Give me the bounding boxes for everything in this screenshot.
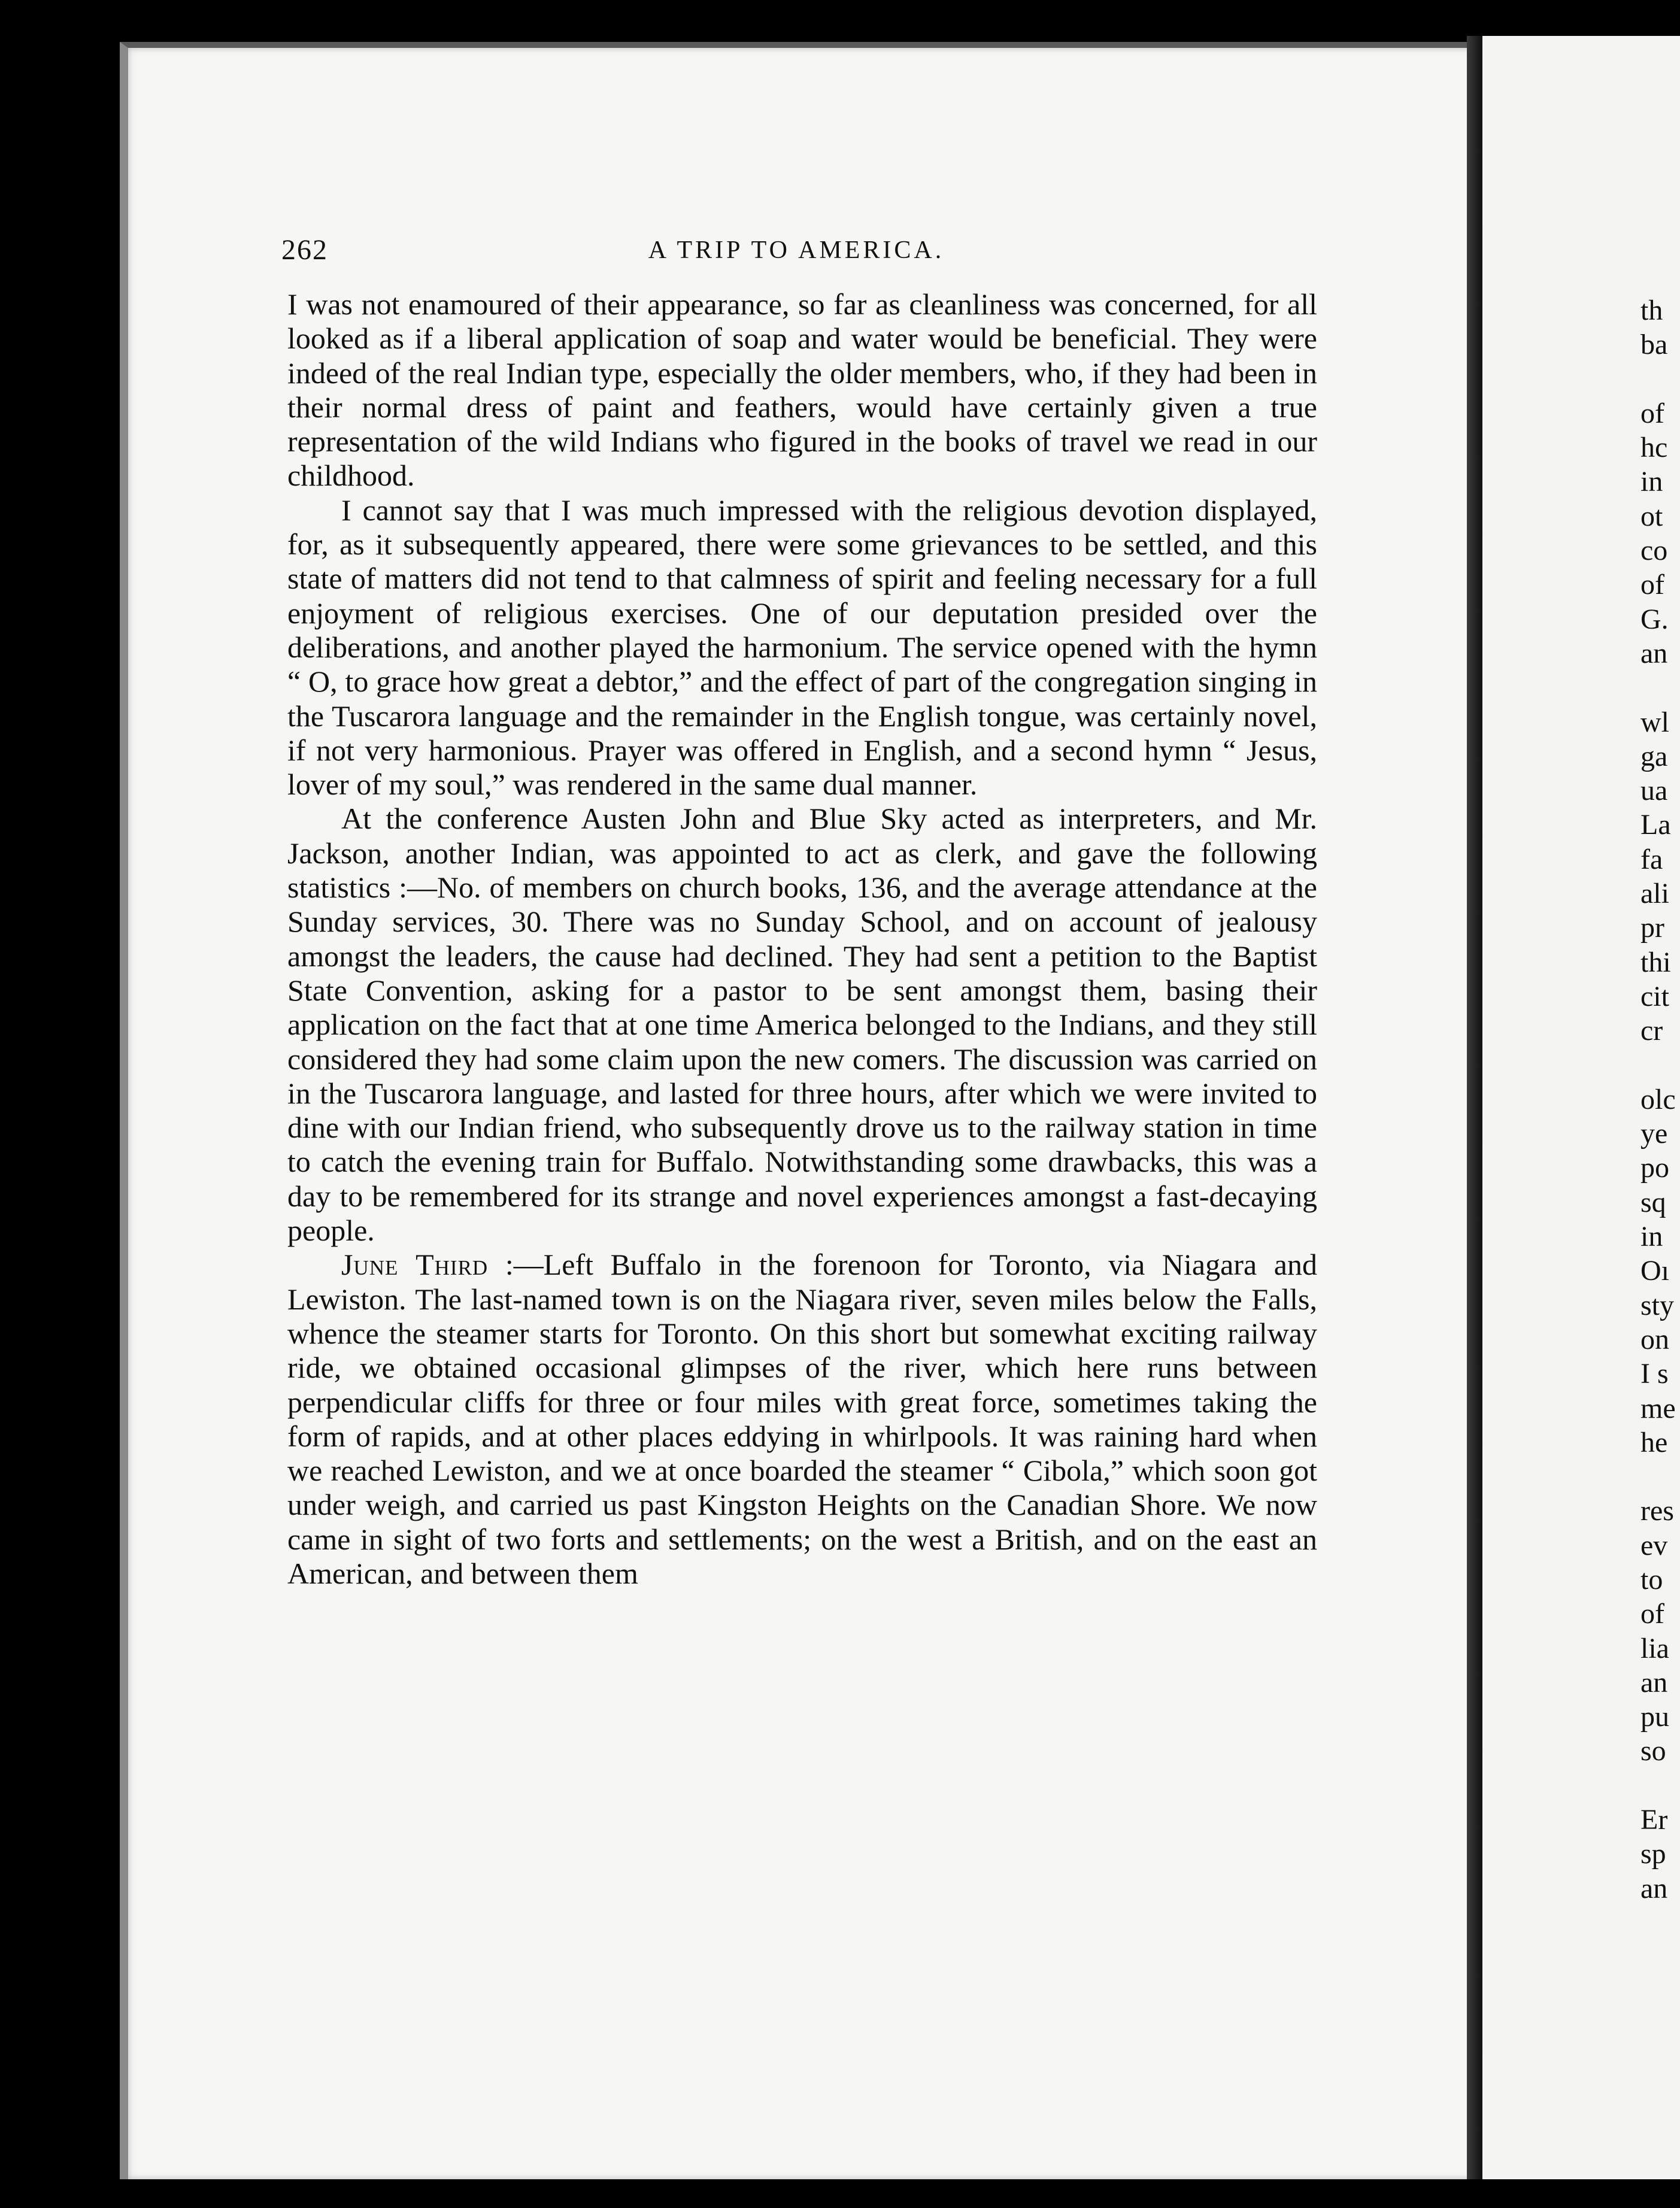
facing-page-fragment: fa: [1640, 843, 1663, 875]
paragraph-4: [287, 1248, 1317, 1591]
facing-page-fragment: so: [1640, 1735, 1666, 1767]
facing-page-fragment: [1640, 1769, 1676, 1803]
facing-page-fragment: ev: [1640, 1529, 1668, 1561]
facing-page-fragment: sp: [1640, 1838, 1666, 1870]
facing-page-fragment: olc: [1640, 1083, 1676, 1115]
facing-page-fragment: of: [1640, 397, 1664, 429]
facing-page-fragment: co: [1640, 535, 1668, 567]
facing-page-fragment: on: [1640, 1323, 1669, 1355]
facing-page-fragment: ye: [1640, 1118, 1668, 1150]
facing-page-text-fragments: [1640, 293, 1676, 1906]
book-gutter: [1467, 36, 1482, 2179]
facing-page-fragment: an: [1640, 1666, 1668, 1699]
page-header: [281, 233, 1311, 269]
facing-page-fragment: me: [1640, 1392, 1676, 1424]
facing-page-fragment: an: [1640, 1872, 1668, 1904]
facing-page-fragment: Oı: [1640, 1255, 1669, 1287]
facing-page-fragment: [1640, 671, 1676, 705]
facing-page-fragment: La: [1640, 809, 1671, 841]
facing-page-fragment: ot: [1640, 500, 1663, 532]
facing-page-fragment: sty: [1640, 1289, 1675, 1321]
facing-page-fragment: he: [1640, 1426, 1668, 1458]
facing-page-fragment: in: [1640, 1221, 1663, 1253]
facing-page-fragment: res: [1640, 1495, 1674, 1527]
facing-page-fragment: an: [1640, 637, 1668, 669]
facing-page-fragment: sq: [1640, 1186, 1666, 1218]
facing-page-fragment: cit: [1640, 980, 1669, 1012]
page-number: 262: [281, 234, 328, 266]
facing-page-fragment: lia: [1640, 1632, 1669, 1664]
paragraph-1: I was not enamoured of their appearance, so far as cleanliness was concerned, for all looked as if a liberal application of soap and water would be beneficial. They were indeed of the real Indian type, especially the older members, who, if they had been in their normal dress of paint and feathers, would have certainly given a true representation of the wild Indians who figured in the books of travel we read in our childhood.: [287, 287, 1317, 493]
facing-page-fragment: ua: [1640, 775, 1668, 807]
facing-page-fragment: hc: [1640, 432, 1668, 464]
facing-page-fragment: I s: [1640, 1358, 1669, 1390]
facing-page-fragment: [1640, 1460, 1676, 1494]
facing-page-fragment: th: [1640, 295, 1663, 326]
facing-page-fragment: of: [1640, 569, 1664, 601]
date-heading: June Third: [341, 1248, 489, 1282]
facing-page-fragment: of: [1640, 1598, 1664, 1630]
facing-page-fragment: pu: [1640, 1701, 1669, 1733]
facing-page-fragment: cr: [1640, 1015, 1663, 1047]
facing-page-fragment: wl: [1640, 706, 1669, 738]
paragraph-4-text: :—Left Buffalo in the forenoon for Toronto, via Niagara and Lewiston. The last-named town is on the Niagara river, seven miles below the Falls, whence the steamer starts for Toronto. On this short but somewhat exciting railway ride, we obtained occasional glimpses of the river, which here runs between perpendicular cliffs for three or four miles with great force, sometimes taking the form of rapids, and at other places eddying in whirlpools. It was raining hard when we reached Lewiston, and we at once boarded the steamer “ Cibola,” which soon got under weigh, and carried us past Kingston Heights on the Canadian Shore. We now came in sight of two forts and settlements; on the west a British, and on the east an American, and between them: [287, 1248, 1317, 1590]
paragraph-3: At the conference Austen John and Blue Sky acted as interpreters, and Mr. Jackson, another Indian, was appointed to act as clerk, and gave the following statistics :—No. of members on church books, 136, and the average attendance at the Sunday services, 30. There was no Sunday School, and on account of jealousy amongst the leaders, the cause had declined. They had sent a petition to the Baptist State Convention, asking for a pastor to be sent amongst them, basing their application on the fact that at one time America belonged to the Indians, and they still considered they had some claim upon the new comers. The discussion was carried on in the Tuscarora language, and lasted for three hours, after which we were invited to dine with our Indian friend, who subsequently drove us to the railway station in time to catch the evening train for Buffalo. Notwithstanding some drawbacks, this was a day to be remembered for its strange and novel experiences amongst a fast-decaying people.: [287, 802, 1317, 1248]
facing-page-fragment: ba: [1640, 329, 1668, 361]
facing-page-fragment: po: [1640, 1152, 1669, 1184]
facing-page-fragment: Er: [1640, 1804, 1668, 1836]
body-text: [287, 287, 1317, 1591]
paragraph-2: I cannot say that I was much impressed with the religious devotion displayed, for, as it subsequently appeared, there were some grievances to be settled, and this state of matters did not tend to that calmness of spirit and feeling necessary for a full enjoyment of religious exercises. One of our deputation presided over the deliberations, and another played the harmonium. The service opened with the hymn “ O, to grace how great a debtor,” and the effect of part of the congregation singing in the Tuscarora language and the remainder in the English tongue, was certainly novel, if not very harmonious. Prayer was offered in English, and a second hymn “ Jesus, lover of my soul,” was rendered in the same dual manner.: [287, 493, 1317, 802]
facing-page-fragment: G.: [1640, 603, 1669, 635]
facing-page-fragment: [1640, 362, 1676, 396]
facing-page-fragment: ali: [1640, 878, 1669, 910]
facing-page-fragment: thi: [1640, 946, 1671, 978]
facing-page-fragment: to: [1640, 1563, 1663, 1596]
facing-page-fragment: ga: [1640, 740, 1668, 772]
facing-page-fragment: pr: [1640, 912, 1664, 944]
facing-page-fragment: in: [1640, 466, 1663, 498]
facing-page-fragment: [1640, 1048, 1676, 1082]
running-title: A TRIP TO AMERICA.: [648, 236, 945, 264]
